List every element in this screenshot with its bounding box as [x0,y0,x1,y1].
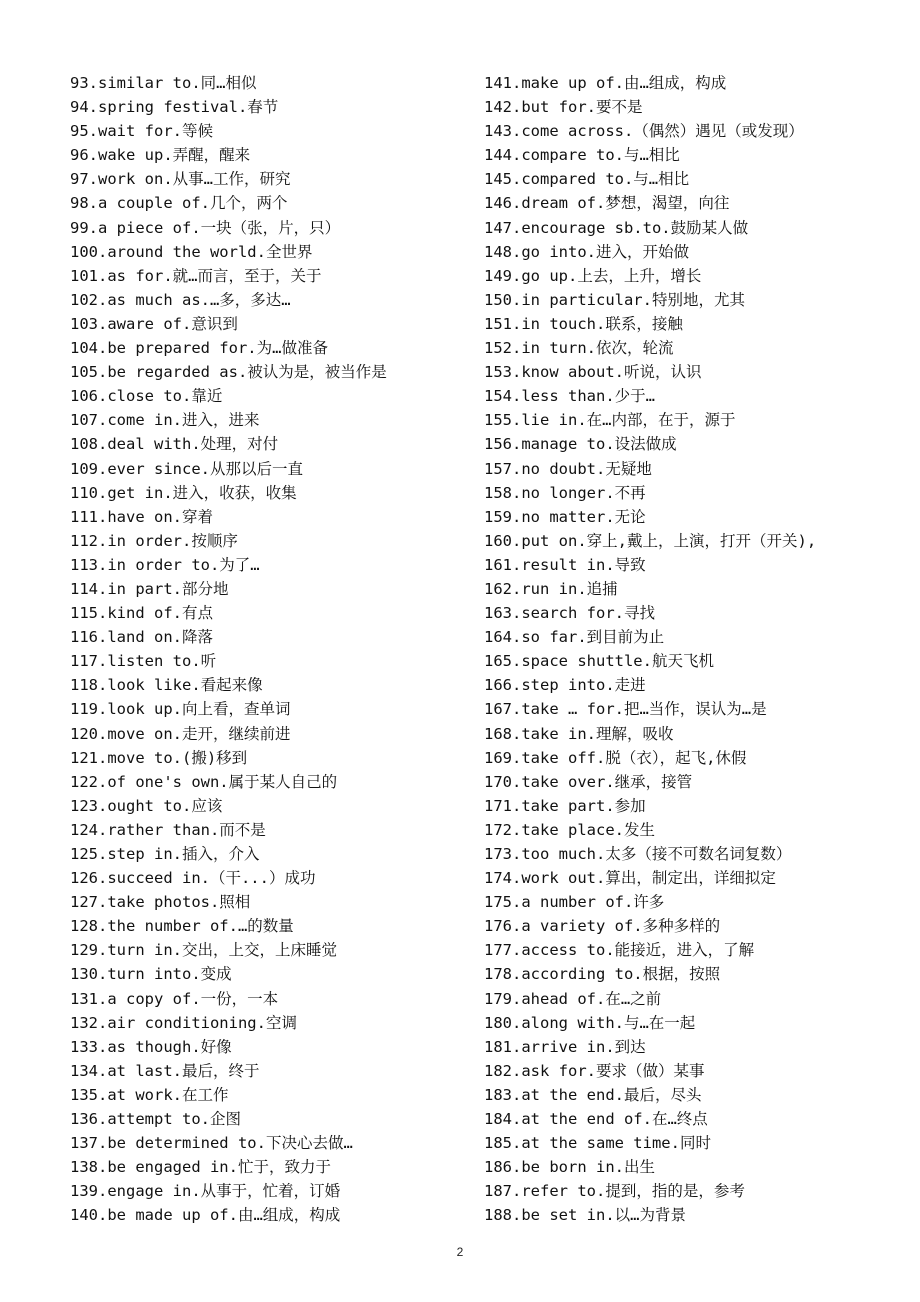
phrase-text: 151.in touch.联系，接触 [484,314,683,333]
phrase-text: 150.in particular.特别地，尤其 [484,290,745,309]
phrase-text: 115.kind of.有点 [70,604,213,623]
phrase-text: 95.wait for.等候 [70,122,213,141]
phrase-entry [484,432,914,456]
phrase-entry [70,866,470,890]
phrase-text: 175.a number of.许多 [484,893,665,912]
phrase-entry [70,457,470,481]
phrase-text: 127.take photos.照相 [70,893,251,912]
phrase-entry [70,770,470,794]
phrase-text: 180.along with.与…在一起 [484,1013,696,1032]
phrase-text: 168.take in.理解，吸收 [484,724,674,743]
phrase-text: 141.make up of.由…组成，构成 [484,74,727,92]
phrase-entry [70,481,470,505]
phrase-entry [484,1035,914,1059]
phrase-text: 122.of one's own.属于某人自己的 [70,772,338,791]
phrase-text: 170.take over.继承，接管 [484,772,693,791]
phrase-text: 165.space shuttle.航天飞机 [484,652,714,671]
phrase-entry [484,529,914,553]
phrase-entry [484,697,914,721]
phrase-text: 158.no longer.不再 [484,483,646,502]
phrase-entry [70,312,470,336]
phrase-entry [484,1011,914,1035]
phrase-text: 163.search for.寻找 [484,604,655,623]
phrase-text: 130.turn into.变成 [70,965,232,984]
phrase-text: 137.be determined to.下决心去做… [70,1134,353,1153]
phrase-text: 99.a piece of.一块（张，片，只） [70,218,341,237]
phrase-entry [70,240,470,264]
phrase-entry [70,1203,470,1227]
phrase-entry [484,481,914,505]
phrase-text: 93.similar to.同…相似 [70,74,257,92]
phrase-text: 153.know about.听说，认识 [484,363,702,382]
phrase-text: 110.get in.进入，收获，收集 [70,483,297,502]
phrase-entry [70,938,470,962]
phrase-text: 181.arrive in.到达 [484,1037,646,1056]
phrase-text: 120.move on.走开，继续前进 [70,724,291,743]
phrase-entry [70,1059,470,1083]
phrase-text: 182.ask for.要求（做）某事 [484,1061,705,1080]
phrase-entry [484,938,914,962]
phrase-entry [484,722,914,746]
phrase-text: 131.a copy of.一份，一本 [70,989,279,1008]
phrase-text: 166.step into.走进 [484,676,646,695]
phrase-text: 186.be born in.出生 [484,1158,655,1177]
phrase-text: 121.move to.(搬)移到 [70,748,248,767]
phrase-entry [70,914,470,938]
phrase-entry [70,288,470,312]
phrase-text: 174.work out.算出，制定出，详细拟定 [484,869,776,888]
phrase-text: 119.look up.向上看，查单词 [70,700,291,719]
phrase-entry [484,360,914,384]
phrase-text: 185.at the same time.同时 [484,1134,711,1153]
phrase-text: 178.according to.根据，按照 [484,965,721,984]
phrase-text: 98.a couple of.几个，两个 [70,194,288,213]
phrase-entry [70,842,470,866]
phrase-text: 176.a variety of.多种多样的 [484,917,721,936]
phrase-text: 135.at work.在工作 [70,1085,229,1104]
phrase-list-left [70,71,470,1228]
phrase-text: 149.go up.上去，上升，增长 [484,266,702,285]
phrase-entry [70,336,470,360]
phrase-text: 140.be made up of.由…组成，构成 [70,1206,341,1225]
phrase-entry [70,191,470,215]
phrase-entry [70,432,470,456]
phrase-entry [70,119,470,143]
phrase-entry [484,191,914,215]
phrase-entry [484,914,914,938]
phrase-entry [484,866,914,890]
phrase-text: 103.aware of.意识到 [70,314,238,333]
phrase-entry [70,553,470,577]
phrase-text: 155.lie in.在…内部，在于，源于 [484,411,736,430]
phrase-text: 154.less than.少于… [484,387,655,406]
phrase-entry [484,553,914,577]
phrase-text: 111.have on.穿着 [70,507,213,526]
phrase-entry [484,987,914,1011]
phrase-text: 142.but for.要不是 [484,98,643,117]
phrase-entry [484,962,914,986]
phrase-text: 177.access to.能接近，进入，了解 [484,941,755,960]
phrase-entry [70,143,470,167]
phrase-text: 112.in order.按顺序 [70,531,238,550]
phrase-entry [70,384,470,408]
phrase-entry [484,1155,914,1179]
phrase-text: 105.be regarded as.被认为是，被当作是 [70,363,387,382]
phrase-entry [70,408,470,432]
phrase-entry [484,1107,914,1131]
phrase-text: 144.compare to.与…相比 [484,146,680,165]
phrase-entry [484,673,914,697]
phrase-text: 133.as though.好像 [70,1037,232,1056]
phrase-text: 117.listen to.听 [70,652,217,671]
phrase-entry [484,336,914,360]
phrase-entry [70,360,470,384]
phrase-text: 171.take part.参加 [484,796,646,815]
phrase-entry [70,625,470,649]
phrase-entry [70,167,470,191]
phrase-text: 101.as for.就…而言，至于，关于 [70,266,322,285]
phrase-entry [484,264,914,288]
phrase-entry [484,384,914,408]
phrase-text: 109.ever since.从那以后一直 [70,459,303,478]
phrase-text: 113.in order to.为了… [70,555,260,574]
phrase-entry [70,1011,470,1035]
phrase-entry [484,1131,914,1155]
phrase-text: 102.as much as.…多，多达… [70,290,291,309]
phrase-entry [484,649,914,673]
phrase-entry [70,794,470,818]
phrase-text: 146.dream of.梦想，渴望，向往 [484,194,730,213]
phrase-text: 134.at last.最后，终于 [70,1061,260,1080]
phrase-entry [484,1083,914,1107]
phrase-entry [484,1179,914,1203]
phrase-entry [484,167,914,191]
phrase-entry [70,987,470,1011]
phrase-entry [70,746,470,770]
phrase-entry [70,673,470,697]
phrase-entry [484,119,914,143]
phrase-entry [70,71,470,95]
phrase-text: 128.the number of.…的数量 [70,917,294,936]
phrase-text: 173.too much.太多（接不可数名词复数） [484,845,792,863]
phrase-text: 123.ought to.应该 [70,796,223,815]
phrase-entry [484,794,914,818]
phrase-text: 143.come across.（偶然）遇见（或发现） [484,122,804,141]
phrase-text: 107.come in.进入，进来 [70,411,260,430]
phrase-text: 132.air conditioning.空调 [70,1013,297,1032]
phrase-entry [484,143,914,167]
phrase-entry [484,95,914,119]
phrase-text: 157.no doubt.无疑地 [484,459,652,478]
phrase-entry [70,505,470,529]
phrase-text: 94.spring festival.春节 [70,98,279,117]
phrase-text: 145.compared to.与…相比 [484,170,690,189]
phrase-text: 136.attempt to.企图 [70,1110,241,1129]
phrase-text: 147.encourage sb.to.鼓励某人做 [484,218,749,237]
phrase-entry [70,95,470,119]
phrase-entry [70,577,470,601]
phrase-text: 114.in part.部分地 [70,579,229,598]
phrase-text: 160.put on.穿上,戴上，上演，打开（开关), [484,531,817,550]
phrase-text: 97.work on.从事…工作，研究 [70,170,291,189]
phrase-entry [484,408,914,432]
phrase-text: 162.run in.追捕 [484,579,618,598]
phrase-text: 188.be set in.以…为背景 [484,1206,686,1225]
phrase-list-right [484,71,914,1228]
phrase-entry [70,649,470,673]
phrase-entry [70,601,470,625]
phrase-entry [484,240,914,264]
phrase-entry [70,216,470,240]
phrase-text: 138.be engaged in.忙于，致力于 [70,1158,331,1177]
phrase-entry [70,1035,470,1059]
phrase-text: 152.in turn.依次，轮流 [484,339,674,358]
phrase-entry [70,962,470,986]
phrase-entry [484,818,914,842]
phrase-entry [484,577,914,601]
phrase-entry [484,842,914,866]
phrase-text: 124.rather than.而不是 [70,820,266,839]
phrase-entry [484,770,914,794]
phrase-entry [484,890,914,914]
phrase-text: 126.succeed in.（干...）成功 [70,869,316,888]
phrase-entry [70,722,470,746]
phrase-text: 156.manage to.设法做成 [484,435,677,454]
phrase-entry [484,71,914,95]
phrase-text: 172.take place.发生 [484,820,655,839]
phrase-text: 125.step in.插入，介入 [70,845,260,863]
phrase-text: 167.take … for.把…当作，误认为…是 [484,700,767,719]
phrase-entry [70,1107,470,1131]
phrase-text: 169.take off.脱（衣），起飞,休假 [484,748,747,767]
phrase-entry [70,890,470,914]
phrase-text: 100.around the world.全世界 [70,242,313,261]
phrase-entry [70,1155,470,1179]
phrase-entry [484,601,914,625]
page-number: 2 [456,1245,464,1259]
phrase-text: 183.at the end.最后，尽头 [484,1085,702,1104]
phrase-text: 161.result in.导致 [484,555,646,574]
phrase-text: 164.so far.到目前为止 [484,628,665,647]
phrase-entry [484,1203,914,1227]
phrase-entry [484,746,914,770]
phrase-entry [484,505,914,529]
phrase-text: 116.land on.降落 [70,628,213,647]
phrase-entry [70,1179,470,1203]
phrase-entry [70,818,470,842]
phrase-entry [484,1059,914,1083]
phrase-text: 139.engage in.从事于，忙着，订婚 [70,1182,341,1201]
phrase-text: 129.turn in.交出，上交，上床睡觉 [70,941,337,960]
phrase-text: 118.look like.看起来像 [70,676,263,695]
phrase-text: 179.ahead of.在…之前 [484,989,662,1008]
phrase-entry [484,288,914,312]
phrase-entry [484,625,914,649]
phrase-text: 104.be prepared for.为…做准备 [70,339,328,358]
phrase-text: 106.close to.靠近 [70,387,223,406]
phrase-text: 96.wake up.弄醒，醒来 [70,146,251,165]
phrase-text: 148.go into.进入，开始做 [484,242,689,261]
phrase-entry [484,216,914,240]
phrase-entry [484,312,914,336]
phrase-entry [70,1083,470,1107]
phrase-text: 187.refer to.提到，指的是，参考 [484,1182,745,1201]
phrase-entry [70,529,470,553]
phrase-text: 159.no matter.无论 [484,507,646,526]
phrase-entry [484,457,914,481]
phrase-entry [70,1131,470,1155]
phrase-entry [70,264,470,288]
phrase-entry [70,697,470,721]
phrase-text: 108.deal with.处理，对付 [70,435,279,454]
phrase-text: 184.at the end of.在…终点 [484,1110,708,1129]
